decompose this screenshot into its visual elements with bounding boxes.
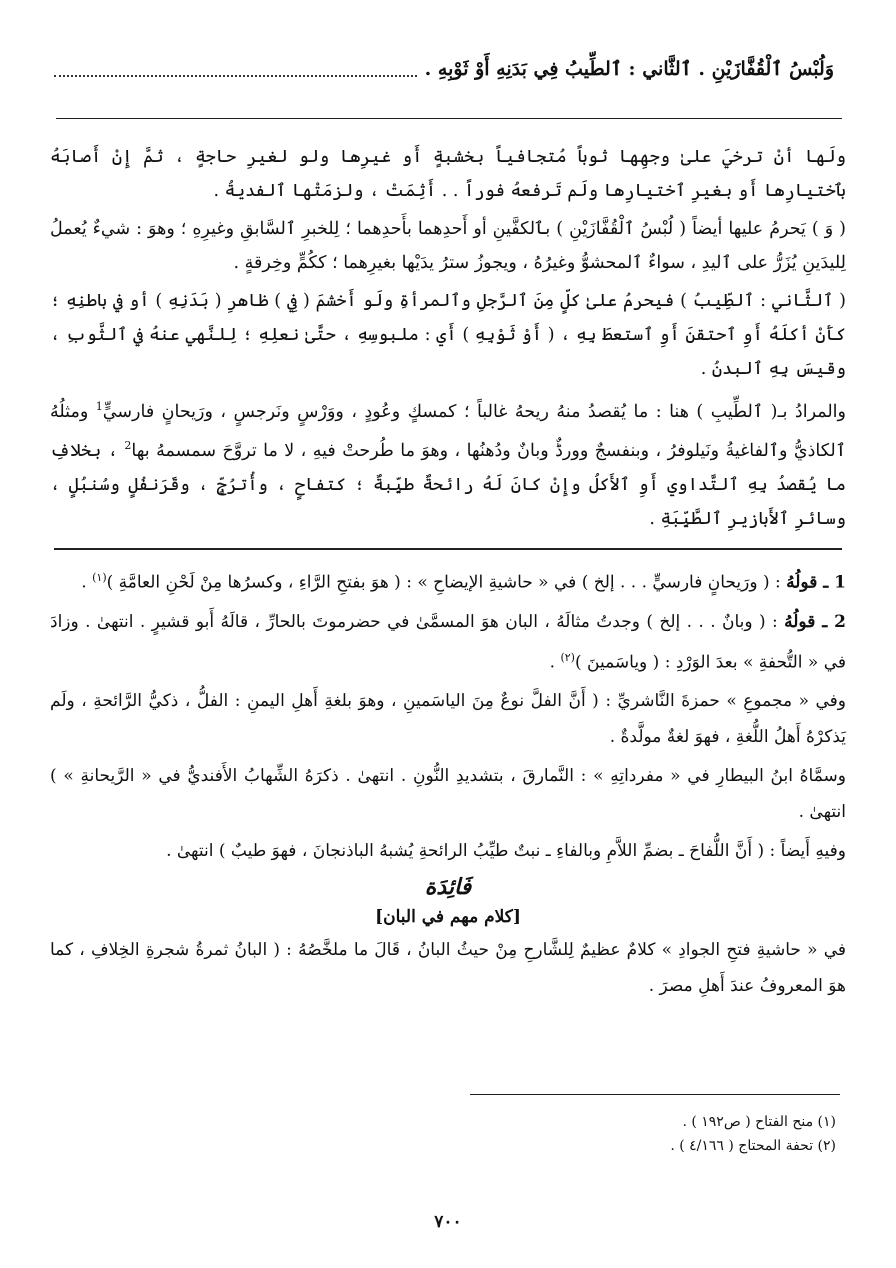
sharh-paragraph-2: ( وَ ) يَحرمُ عليها أيضاً ( لُبْسُ ٱلْقُفَّازَيْنِ ) بٱلكفَّينِ أو أَحدِهما بأَحدِهما ؛ لِلخبرِ ٱلسَّابقِ وغيرِهِ ؛ وهوَ : شيءٌ يُعملُ لِليدَينِ يُزَرُّ على ٱليدِ ، سواءٌ ٱلمحشوُّ وغيرُهُ ، ويجوزُ سترُ يدَيْها بغيرِهما ؛ ككُمٍّ وخِرقةٍ . (50, 219, 846, 273)
matn-header (54, 58, 834, 80)
middle-divider (54, 548, 842, 550)
dotted-leader (54, 61, 417, 77)
hashiya-note-2 (50, 604, 846, 681)
note-1-text: : ( ورَيحانٍ فارسيٍّ . . . إلخ ) في « حاشيةِ الإيضاحِ » : ( هوَ بفتحِ الرَّاءِ ، وكسرُها مِنْ لَحْنِ العامَّةِ ) (106, 572, 781, 593)
footnote-divider (470, 1094, 840, 1095)
top-divider (56, 118, 842, 119)
hashiya-marker-2: 2 (124, 438, 132, 452)
sharh-p4-part-b: ومثلُهُ ٱلكاذيُّ وٱلفاغيةُ ونَيلوفرُ ، وبنفسجٌ وورڈٌ وبانٌ ودُهنُها ، وهوَ ما طُرحتْ فيهِ ، لا ما تروَّحَ سمسمهُ بها (50, 401, 846, 461)
note-1-label: 1 ـ قولُهُ (786, 572, 846, 593)
footnote-ref-2: (٢) (560, 650, 575, 664)
matn-text: وَلُبْسُ ٱلْقُفَّازَيْنِ . ٱلثَّاني : ٱلطِّيبُ فِي بَدَنِهِ أَوْ ثَوْبِهِ . (424, 58, 834, 80)
sharh-paragraph-1: ولَها أنْ ترخيَ علىٰ وجهِها ثوباً مُتجافياً بخشبةٍ أَو غيرِها ولو لغيرِ حاجةٍ ، ثمَّ إِنْ أَصابَهُ بٱختيارِها أَو بغيرِ ٱختيارِها ولَم تَرفعهُ فوراً . . أَثِمَتْ ، ولزمَتْها ٱلفديةُ . (50, 147, 846, 201)
sharh-paragraph-3: ( ٱلثَّاني : ٱلطِّيبُ ) فيحرمُ علىٰ كلٍّ مِنَ ٱلرَّجلِ وٱلمرأةِ ولَو أَخشمَ ( فِي ) ظاهرِ ( بَدَنِهِ ) أو في باطنِهِ ؛ كأَنْ أكلَهُ أَوِ ٱحتقنَ أَوِ ٱستعطَ بِهِ ، ( أَوْ ثَوْبِهِ ) أَي : ملبوسِهِ ، حتَّىٰ نعلِهِ ؛ لِلنَّهي عنهُ في ٱلثَّوبِ ، وقيسَ بِهِ ٱلبدنُ . (50, 291, 846, 379)
sharh-p4-part-a: والمرادُ بـ( ٱلطِّيبِ ) هنا : ما يُقصدُ منهُ ريحهُ غالباً ؛ كمسكٍ وعُودٍ ، ووَرْسٍ ونَرجسٍ ، ورَيحانٍ فارسيٍّ (102, 401, 846, 422)
hashiya-paragraph-3: وفي « مجموعِ » حمزةَ النَّاشريِّ : ( أَنَّ الفلَّ نوعٌ مِنَ الياسَمينِ ، وهوَ بلغةِ أَهلِ اليمنِ : الفلُّ ، ذكيُّ الرَّائحةِ ، ولَم يَذكرْهُ أَهلُ اللُّغةِ ، فهوَ لغةٌ مولَّدةٌ . (50, 691, 846, 748)
footnote-2: (٢) تحفة المحتاج ( ٤/١٦٦ ) . (670, 1138, 836, 1154)
hashiya-marker-1: 1 (95, 400, 103, 413)
hashiya-paragraph-4: وسمَّاهُ ابنُ البيطارِ في « مفرداتِهِ » : النَّمارقَ ، بتشديدِ النُّونِ . انتهىٰ . ذكرَهُ الشِّهابُ الأَفنديُّ في « الرَّيحانةِ » ) انتهىٰ . (50, 766, 846, 823)
faida-heading: فَائِدَة (424, 874, 472, 901)
faida-subtitle: [كلام مهم في البان] (375, 907, 521, 928)
footnotes (56, 1110, 836, 1158)
note-1-end: . (81, 572, 87, 593)
note-2-label: 2 ـ قولُهُ (784, 611, 846, 632)
page-number: ٧٠٠ (434, 1212, 462, 1232)
sharh-p4-part-c: ، بخلافِ ما يُقصدُ بِهِ ٱلتَّداوي أَوِ ٱلأَكلُ وإِنْ كانَ لَهُ رائحةٌ طيِّبةٌ ؛ كتفاحٍ ، وأُترُجٍّ ، وقَرَنفُلٍ وسُنبُلٍ ، وسائرِ ٱلأَبازيرِ ٱلطَّيِّبَةِ . (50, 440, 846, 529)
sharh-paragraph-4 (50, 390, 846, 536)
note-2-text: : ( وبانٌ . . . إلخ ) وجدتُ مثالَهُ ، البان هوَ المسمَّىٰ في حضرموتَ بالحارِّ ، قالَهُ أَبو قشيرٍ . انتهىٰ . وزادَ في « التُّحفةِ » بعدَ الوَرْدِ : ( وياسَمينَ ) (50, 611, 846, 673)
footnote-ref-1: (١) (92, 571, 107, 584)
hashiya-body (50, 560, 846, 1007)
hashiya-note-1 (50, 560, 846, 601)
hashiya-paragraph-6: في « حاشيةِ فتحِ الجوادِ » كلامٌ عظيمٌ لِلشَّارحِ مِنْ حيثُ البانُ ، قَالَ ما ملخَّصُهُ : ( البانُ ثمرةُ شجرةِ الخِلافِ ، كما هوَ المعروفُ عندَ أَهلِ مصرَ . (50, 940, 846, 997)
sharh-body (50, 140, 846, 540)
note-2-end: . (549, 652, 556, 673)
footnote-1: (١) منح الفتاح ( ص١٩٢ ) . (682, 1114, 836, 1130)
hashiya-paragraph-5: وفيهِ أَيضاً : ( أَنَّ اللُّفاحَ ـ بضمِّ اللاَّمِ وبالفاءِ ـ نبتٌ طيِّبُ الرائحةِ يُشبهُ الباذنجانَ ، فهوَ طيبٌ ) انتهىٰ . (166, 841, 846, 862)
